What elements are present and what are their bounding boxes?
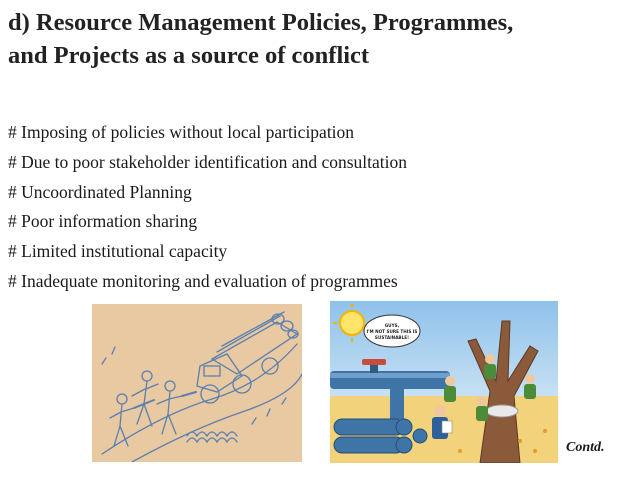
bullet-item: # Poor information sharing (8, 211, 198, 232)
bullet-item: # Due to poor stakeholder identification and consultation (8, 151, 407, 172)
svg-text:GUYS,: GUYS, (384, 323, 400, 328)
bullet-item: # Uncoordinated Planning (8, 181, 192, 202)
bullet-item: # Inadequate monitoring and evaluation of programmes (8, 270, 398, 291)
pipeline-tree-cartoon-image (330, 301, 558, 463)
bullet-item: # Imposing of policies without local participation (8, 122, 355, 142)
slide-title-line-1: d) Resource Management Policies, Programmes, (8, 9, 514, 36)
svg-text:SUSTAINABLE!: SUSTAINABLE! (374, 335, 410, 340)
bullet-item: # Limited institutional capacity (8, 241, 228, 262)
slide-title (8, 6, 628, 72)
svg-text:I'M NOT SURE THIS IS: I'M NOT SURE THIS IS (366, 329, 418, 334)
continued-label: Contd. (566, 440, 605, 455)
bullet-list (8, 118, 407, 297)
logging-truck-sketch-image (92, 304, 302, 462)
slide-title-line-2: and Projects as a source of conflict (8, 42, 370, 69)
